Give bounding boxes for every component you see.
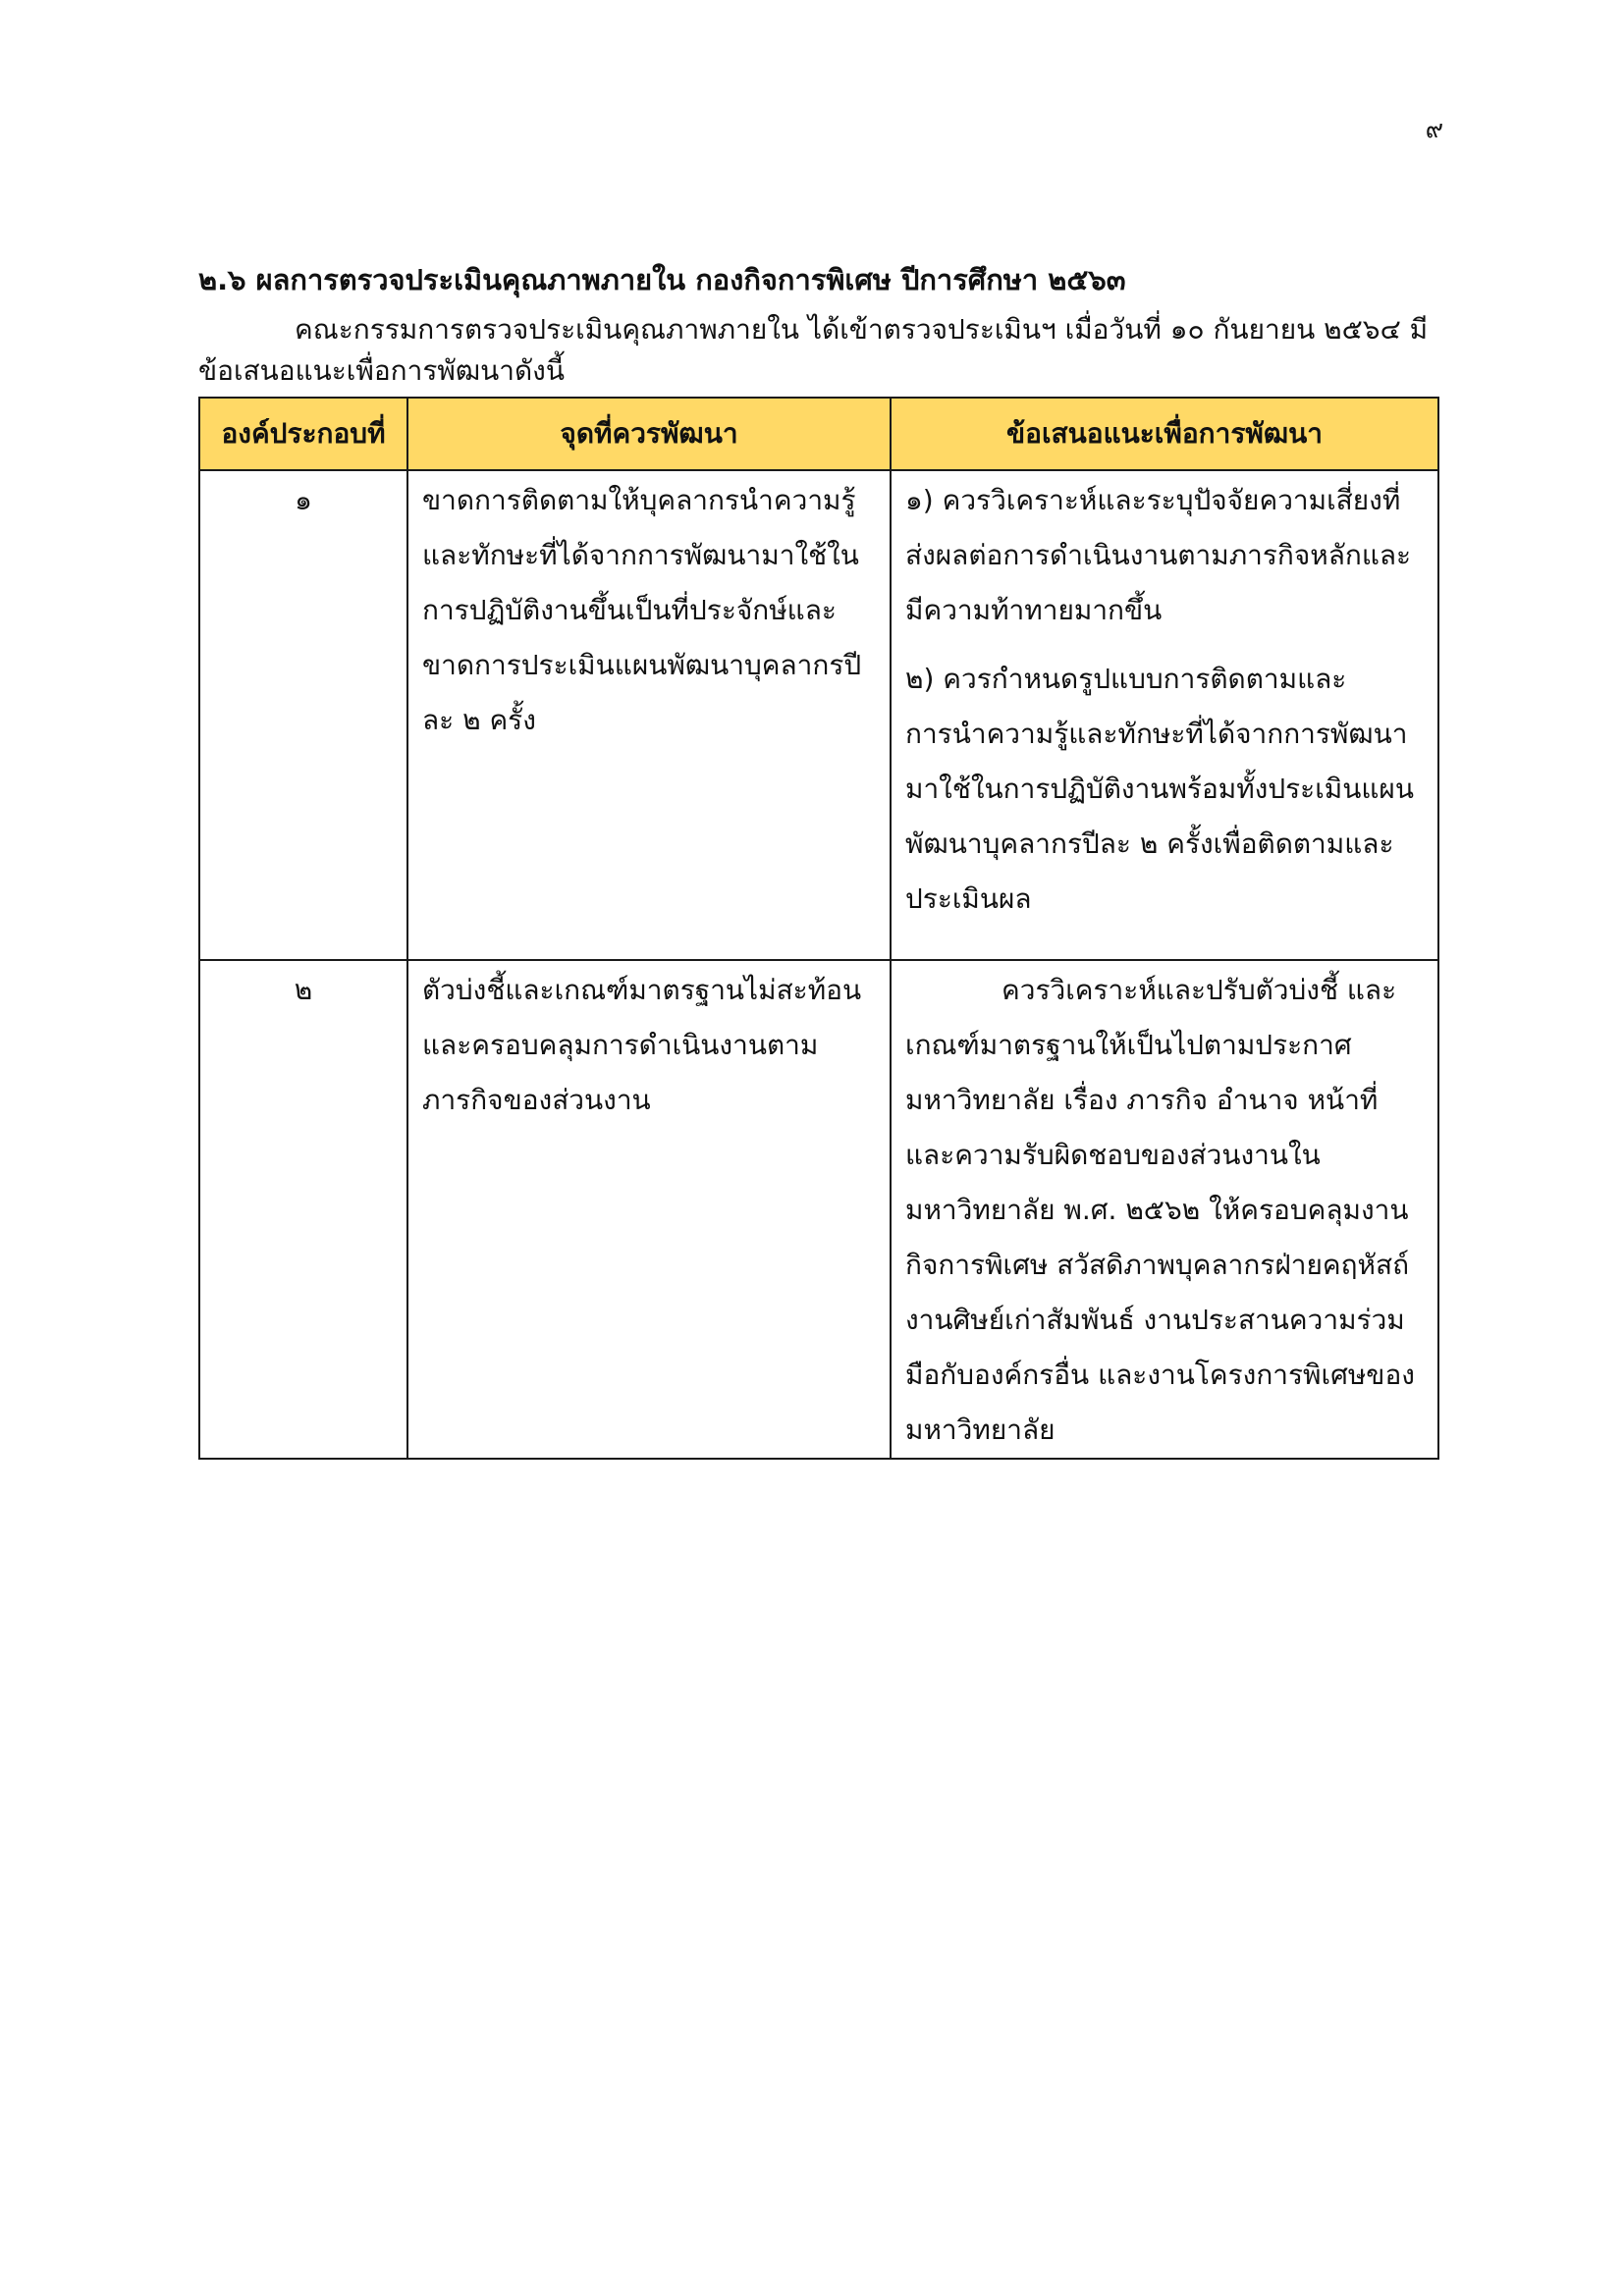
table-row (199, 960, 1438, 1459)
table-header-row (199, 398, 1438, 470)
row-component-number: ๒ (199, 960, 407, 1459)
header-recommendation: ข้อเสนอแนะเพื่อการพัฒนา (891, 398, 1438, 470)
recommendation-item: ๑) ควรวิเคราะห์และระบุปัจจัยความเสี่ยงที่ส่งผลต่อการดำเนินงานตามภารกิจหลักและมีความท้าทายมากขึ้น (905, 484, 1412, 626)
row-improvement-point: ตัวบ่งชี้และเกณฑ์มาตรฐานไม่สะท้อนและครอบคลุมการดำเนินงานตามภารกิจของส่วนงาน (407, 960, 891, 1459)
row-component-number: ๑ (199, 470, 407, 960)
recommendation-item: ๒) ควรกำหนดรูปแบบการติดตามและการนำความรู้และทักษะที่ได้จากการพัฒนามาใช้ในการปฏิบัติงานพร้อมทั้งประเมินแผนพัฒนาบุคลากรปีละ ๒ ครั้งเพื่อติดตามและประเมินผล (905, 663, 1414, 915)
findings-table (198, 397, 1439, 1460)
table-row (199, 470, 1438, 960)
recommendation-item: ควรวิเคราะห์และปรับตัวบ่งชี้ และเกณฑ์มาตรฐานให้เป็นไปตามประกาศมหาวิทยาลัย เรื่อง ภารกิจ อำนาจ หน้าที่และความรับผิดชอบของส่วนงานในมหาวิทยาลัย พ.ศ. ๒๕๖๒ ให้ครอบคลุมงานกิจการพิเศษ สวัสดิภาพบุคลากรฝ่ายคฤหัสถ์ งานศิษย์เก่าสัมพันธ์ งานประสานความร่วมมือกับองค์กรอื่น และงานโครงการพิเศษของมหาวิทยาลัย (905, 974, 1415, 1446)
header-improvement: จุดที่ควรพัฒนา (407, 398, 891, 470)
row-recommendations (891, 470, 1438, 960)
intro-line-1: คณะกรรมการตรวจประเมินคุณภาพภายใน ได้เข้าตรวจประเมินฯ เมื่อวันที่ ๑๐ กันยายน ๒๕๖๔ มี (295, 313, 1429, 346)
row-improvement-point: ขาดการติดตามให้บุคลากรนำความรู้และทักษะที่ได้จากการพัฒนามาใช้ในการปฏิบัติงานขึ้นเป็นที่ประจักษ์และขาดการประเมินแผนพัฒนาบุคลากรปีละ ๒ ครั้ง (407, 470, 891, 960)
header-component: องค์ประกอบที่ (199, 398, 407, 470)
row-recommendations (891, 960, 1438, 1459)
intro-paragraph (198, 306, 1437, 395)
page-number: ๙ (1425, 115, 1443, 143)
intro-line-2: ข้อเสนอแนะเพื่อการพัฒนาดังนี้ (198, 354, 565, 387)
section-heading: ๒.๖ ผลการตรวจประเมินคุณภาพภายใน กองกิจการพิเศษ ปีการศึกษา ๒๕๖๓ (198, 263, 1126, 296)
